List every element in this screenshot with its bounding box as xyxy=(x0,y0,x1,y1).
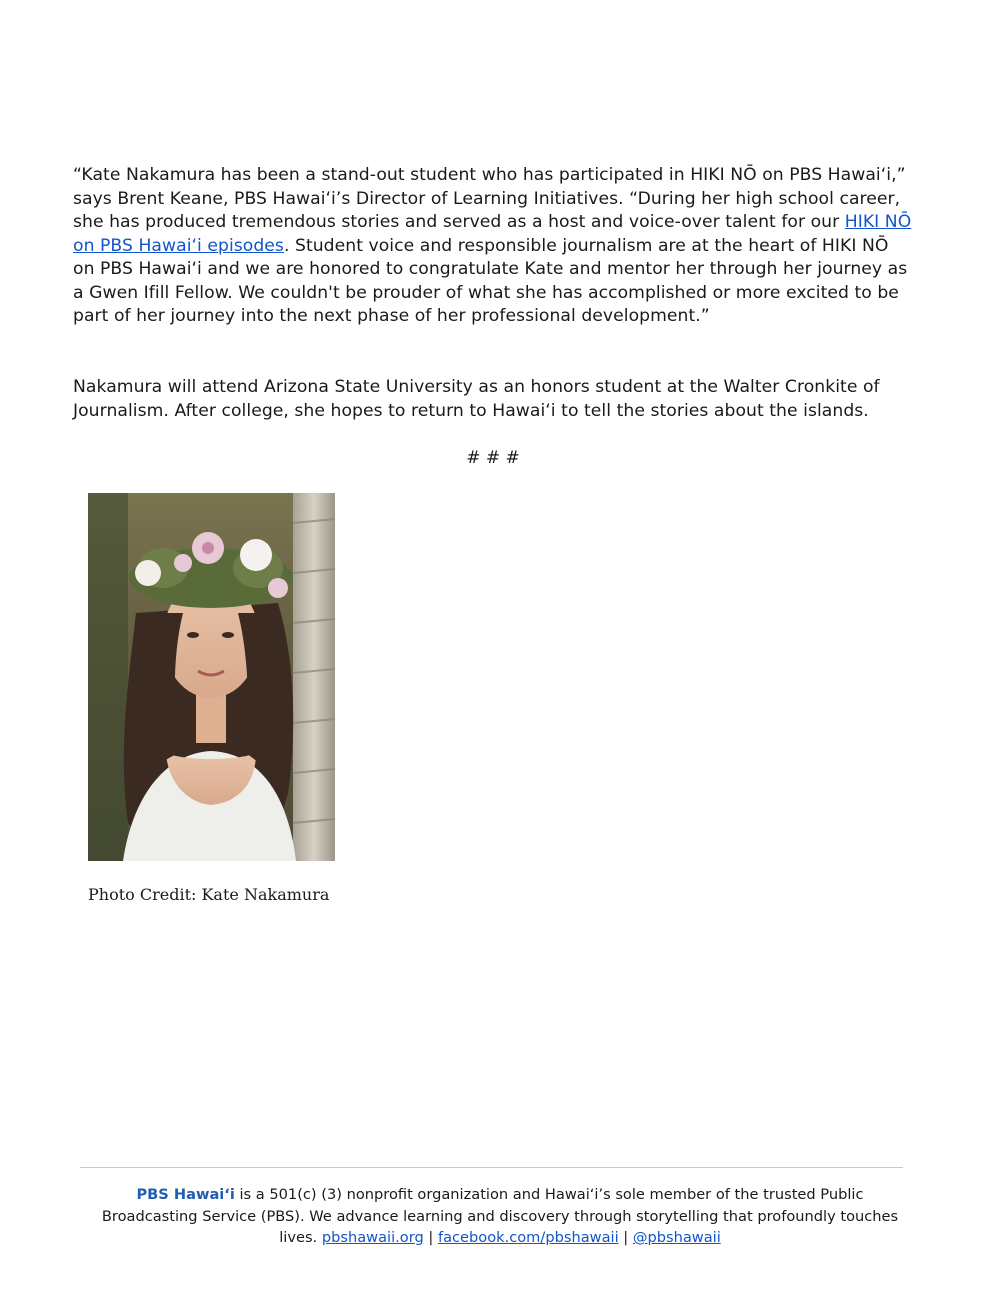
footer-separator: | xyxy=(423,1229,438,1246)
footer-org-name: PBS Hawai‘i xyxy=(136,1186,235,1203)
photo-credit: Photo Credit: Kate Nakamura xyxy=(88,885,330,904)
quote-text-part-2: . Student voice and responsible journalism are at the heart of HIKI NŌ on PBS Hawai‘i and we are honored to congratulate Kate and mentor her through her journey as a Gwen Ifill Fellow. We couldn't be prouder of what she has accomplished or more excited to be part of her journey into the next phase of her professional development.” xyxy=(73,235,908,326)
portrait-photo xyxy=(88,493,335,861)
quote-text-part-1: “Kate Nakamura has been a stand-out student who has participated in HIKI NŌ on PBS Hawai‘i,” says Brent Keane, PBS Hawaiʻi’s Director of Learning Initiatives. “During her high school career, she has produced tremendous stories and served as a host and voice-over talent for our xyxy=(73,165,906,232)
social-handle-link[interactable]: @pbshawaii xyxy=(632,1229,721,1246)
website-link[interactable]: pbshawaii.org xyxy=(321,1229,424,1246)
footer-separator: | xyxy=(618,1229,633,1246)
quote-paragraph xyxy=(73,164,913,329)
closing-paragraph: Nakamura will attend Arizona State University as an honors student at the Walter Cronkite of Journalism. After college, she hopes to return to Hawaiʻi to tell the stories about the islands. xyxy=(73,377,880,421)
hiki-no-episodes-link[interactable]: HIKI NŌ on PBS Hawaiʻi episodes xyxy=(73,212,912,256)
footer-divider xyxy=(80,1167,903,1168)
end-marks: # # # xyxy=(466,448,520,468)
footer xyxy=(95,1184,905,1249)
footer-description: is a 501(c) (3) nonprofit organization and Hawaiʻi’s sole member of the trusted Public Broadcasting Service (PBS). We advance learning and discovery through storytelling that profoundly touches lives. xyxy=(101,1186,899,1246)
facebook-link[interactable]: facebook.com/pbshawaii xyxy=(437,1229,619,1246)
